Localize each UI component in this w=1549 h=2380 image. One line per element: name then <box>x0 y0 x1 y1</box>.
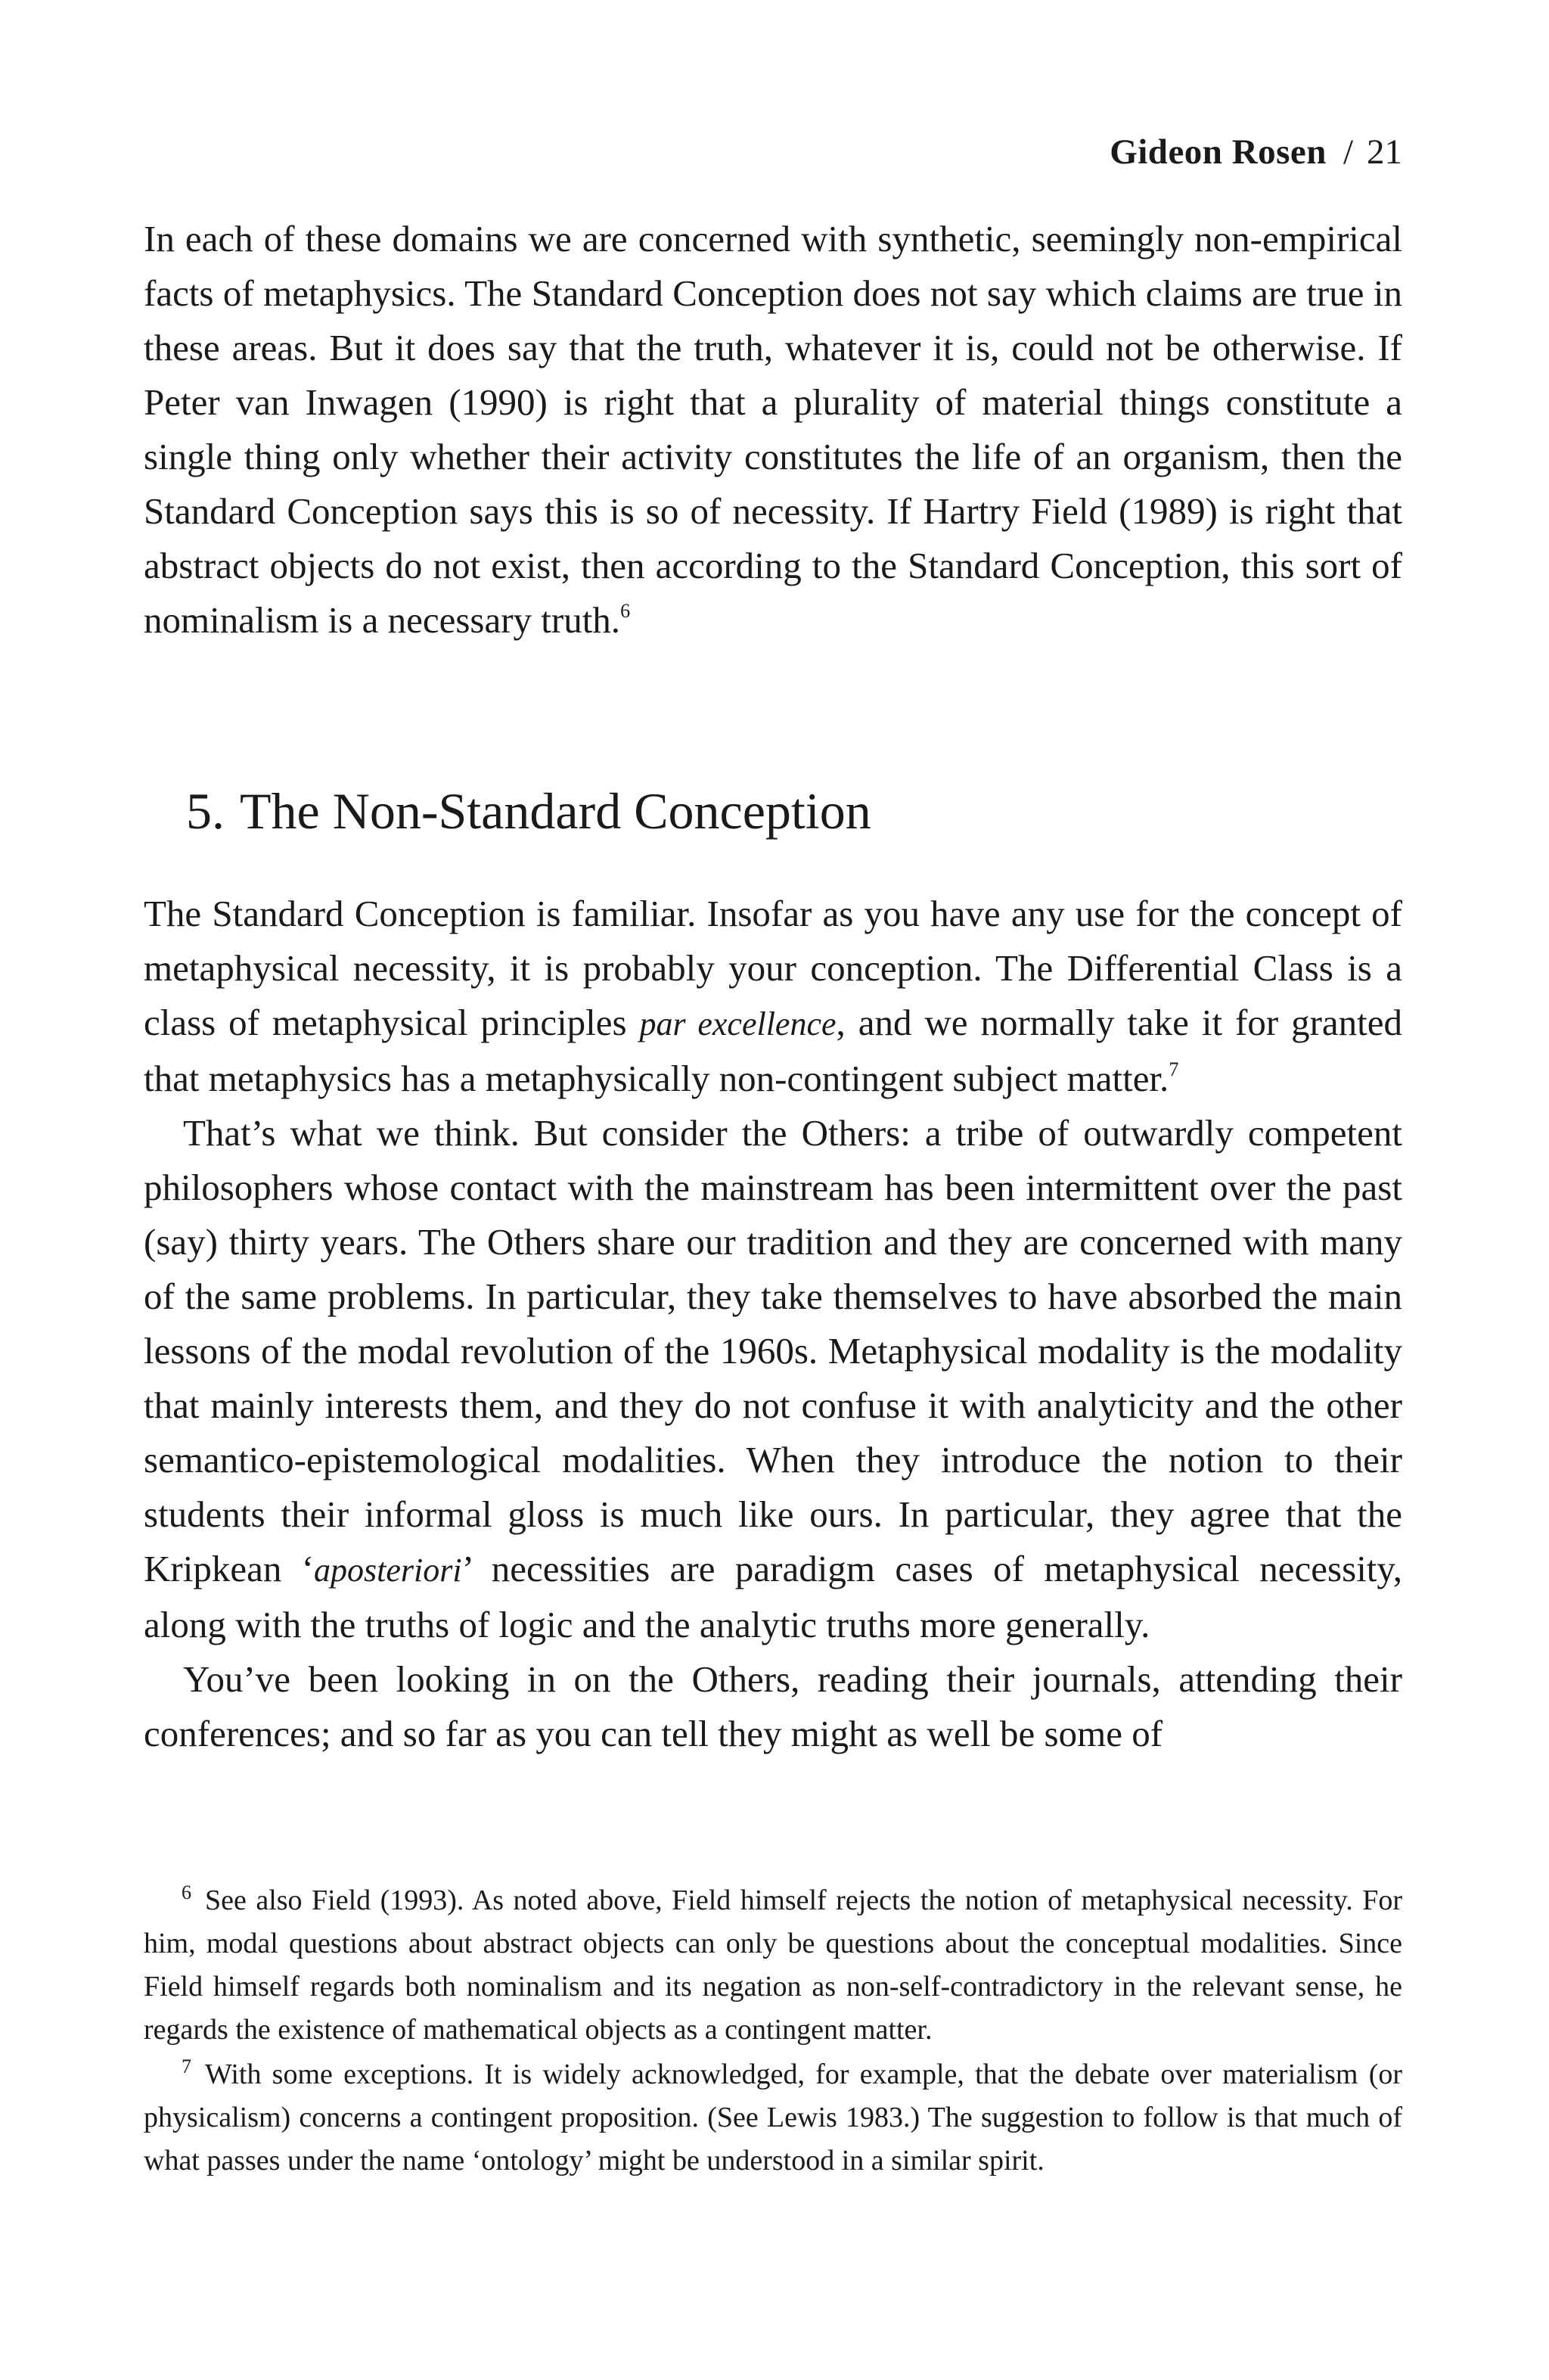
section-title: The Non-Standard Conception <box>240 782 871 840</box>
emphasis-text: aposteriori <box>314 1552 462 1589</box>
paragraph <box>144 1652 1402 1761</box>
paragraph-text: In each of these domains we are concerned with synthetic, seemingly non-empirical facts of metaphysics. The Standard Conception does not say which claims are true in these areas. But it does say that the truth, whatever it is, could not be otherwise. If Peter van Inwagen (1990) is right that a plurality of material things constitute a single thing only whether their activity constitutes the life of an organism, then the Standard Conception says this is so of necessity. If Hartry Field (1989) is right that abstract objects do not exist, then according to the Standard Conception, this sort of nominalism is a necessary truth. <box>144 218 1402 641</box>
body-text-block-1 <box>144 212 1402 648</box>
paragraph <box>144 212 1402 648</box>
paragraph <box>144 1106 1402 1652</box>
paragraph <box>144 887 1402 1106</box>
section-number: 5. <box>186 782 225 840</box>
running-head-author: Gideon Rosen <box>1110 132 1327 172</box>
emphasis-text: par excellence <box>639 1005 837 1042</box>
body-text-block-2 <box>144 887 1402 1761</box>
paragraph-text: , and we normally take it for granted that metaphysics has a metaphysically non-contingent subject matter. <box>144 1002 1402 1099</box>
footnote-reference[interactable]: 7 <box>1169 1058 1179 1080</box>
page-number: 21 <box>1367 132 1402 172</box>
footnote: 6 See also Field (1993). As noted above, Field himself rejects the notion of metaphysical necessity. For him, modal questions about abstract objects can only be questions about the conceptual modalities. Since Field himself regards both nominalism and its negation as non-self-contradictory in the relevant sense, he regards the existence of mathematical objects as a contingent matter. <box>144 1881 1402 2046</box>
footnote: 7 With some exceptions. It is widely acknowledged, for example, that the debate over materialism (or physicalism) concerns a contingent proposition. (See Lewis 1983.) The suggestion to follow is that much of what passes under the name ‘ontology’ might be understood in a similar spirit. <box>144 2055 1402 2176</box>
paragraph-text: You’ve been looking in on the Others, reading their journals, attending their conferences; and so far as you can tell they might as well be some of <box>144 1658 1402 1754</box>
footnotes <box>144 1879 1402 2183</box>
running-head-separator: / <box>1343 132 1353 172</box>
paragraph-text: ’ necessities are paradigm cases of metaphysical necessity, along with the truths of logic and the analytic truths more generally. <box>144 1548 1402 1645</box>
paragraph-text: The Standard Conception is familiar. Insofar as you have any use for the concept of metaphysical necessity, it is probably your conception. The Differential Class is a class of metaphysical principles <box>144 893 1402 1043</box>
footnote-text: With some exceptions. It is widely acknowledged, for example, that the debate over materialism (or physicalism) concerns a contingent proposition. (See Lewis 1983.) The suggestion to follow is that much of what passes under the name ‘ontology’ might be understood in a similar spirit. <box>144 2058 1402 2176</box>
footnote-text: See also Field (1993). As noted above, Field himself rejects the notion of metaphysical necessity. For him, modal questions about abstract objects can only be questions about the conceptual modalities. Since Field himself regards both nominalism and its negation as non-self-contradictory in the relevant sense, he regards the existence of mathematical objects as a contingent matter. <box>144 1884 1402 2046</box>
footnote-reference[interactable]: 6 <box>620 600 631 622</box>
section-heading <box>186 782 871 840</box>
running-head <box>1110 132 1402 172</box>
paragraph-text: That’s what we think. But consider the Others: a tribe of outwardly competent philosophers whose contact with the mainstream has been intermittent over the past (say) thirty years. The Others share our tradition and they are concerned with many of the same problems. In particular, they take themselves to have absorbed the main lessons of the modal revolution of the 1960s. Metaphysical modality is the modality that mainly interests them, and they do not confuse it with analyticity and the other semantico-epistemological modalities. When they introduce the notion to their students their informal gloss is much like ours. In particular, they agree that the Kripkean ‘ <box>144 1112 1402 1589</box>
